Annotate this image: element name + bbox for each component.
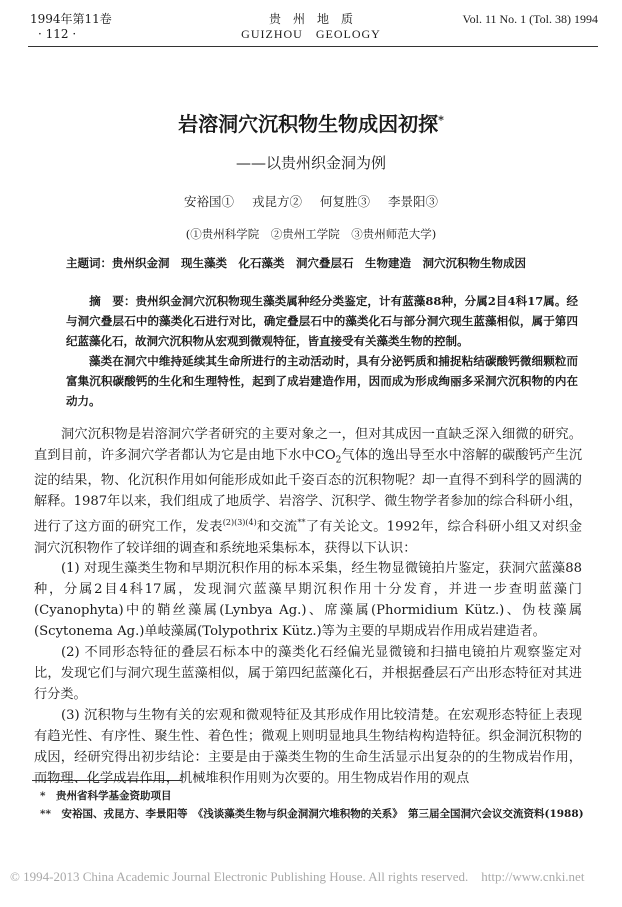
header-journal-cn: 贵 州 地 质 [268,12,353,26]
keywords-label: 主题词： [66,256,112,270]
header-page-number: · 112 · [38,27,77,41]
citation-ref: (2)(3)(4) [222,518,257,528]
author: 何复胜③ [319,194,370,209]
footnote-text: 安裕国、戎昆方、李景阳等 《浅谈藻类生物与织金洞洞穴堆积物的关系》 第三届全国洞穴会议交流资料(1988) [61,808,584,820]
body-text: 和交流 [256,519,298,535]
body-paragraph: (1) 对现生藻类生物和早期沉积作用的标本采集，经生物显微镜拍片鉴定，获洞穴蓝藻88种，分属2目4科17属，发现洞穴蓝藻早期沉积作用十分发育，并进一步查明蓝藻门(Cyanophyta)中的鞘丝藻属(Lynbya Ag.)、席藻属(Phormidium Kütz.)、伪枝藻属(Scytonema Ag.)单岐藻属(Tolypothrix Kütz.)等为主要的早期成岩作用成岩建造者。 [34,561,582,640]
keywords-text: 贵州织金洞 现生藻类 化石藻类 洞穴叠层石 生物建造 洞穴沉积物生物成因 [112,256,526,270]
title-footnote-mark: * [438,113,444,127]
body-paragraph [34,425,582,559]
footnote-mark: * [40,790,46,802]
abstract-label: 摘 要： [89,294,136,308]
header-journal-en: GUIZHOU GEOLOGY [241,27,381,41]
footnote-ref: ** [297,518,306,528]
footnote-mark: ** [40,808,51,820]
body-paragraph: (3) 沉积物与生物有关的宏观和微观特征及其形成作用比较清楚。在宏观形态特征上表现有趋光性、有序性、聚生性、着色性；微观上则明显地具生物结构构造特征。织金洞沉积物的成因，经研究得出初步结论：主要是由于藻类生物的生命生活显示出复杂的的生物成岩作用，而物理、化学成岩作用，机械堆积作用则为次要的。用生物成岩作用的观点 [34,707,582,786]
body-text: 气体的逸出导至水中溶解的碳酸钙产生沉淀的结果，物、化沉积作用如何能形成如此千姿百态的沉积物呢？却一直得不到科学的圆满的解释。1987年以来，我们组成了地质学、岩溶学、沉积学、微生物学者参加的综合科研小组，进行了这方面的研究工作，发表 [34,447,583,535]
abstract-paragraph [66,291,578,351]
author: 李景阳③ [387,194,438,209]
header-divider [28,46,598,47]
abstract [66,291,578,411]
header-year-volume: 1994年第11卷 [30,12,112,26]
header-volume-en: Vol. 11 No. 1 (Tol. 38) 1994 [462,12,598,26]
subscript: 2 [335,455,342,466]
author: 安裕国① [183,194,234,209]
keywords [66,254,578,273]
author: 戎昆方② [251,194,302,209]
footnote [40,806,588,822]
affiliations: (①贵州科学院 ②贵州工学院 ③贵州师范大学) [185,227,437,241]
article-body [34,425,582,789]
abstract-paragraph: 藻类在洞穴中维持延续其生命所进行的主动活动时，具有分泌钙质和捕捉粘结碳酸钙微细颗粒而富集沉积碳酸钙的生化和生理特性，起到了成岩建造作用，因而成为形成绚丽多采洞穴沉积物的内在动力。 [66,354,578,408]
footnote-text: 贵州省科学基金资助项目 [56,790,172,802]
footnote-divider [32,780,182,781]
article-title [0,108,622,137]
article-title-text: 岩溶洞穴沉积物生物成因初探 [178,112,439,136]
body-text: 洞穴沉积物是岩溶洞穴学者研究的主要对象之一，但对其成因一直缺乏深入细微的研究。直到目前，许多洞穴学者都认为它是由地下水中CO [34,427,582,463]
abstract-text: 贵州织金洞穴沉积物现生藻类属种经分类鉴定，计有蓝藻88种，分属2目4科17属。经与洞穴叠层石中的藻类化石进行对比，确定叠层石中的藻类化石与部分洞穴现生蓝藻相似，属于第四纪蓝藻化石，故洞穴沉积物从宏观到微观特征，皆直接受有关藻类生物的控制。 [66,294,578,348]
body-text: 了有关论文。1992年，综合科研小组又对织金洞穴沉积物作了较详细的调查和系统地采集标本，获得以下认识： [34,519,583,556]
article-subtitle: ——以贵州织金洞为例 [235,154,386,172]
footnote [40,788,588,804]
author-list [0,192,622,210]
copyright-watermark: © 1994-2013 China Academic Journal Electronic Publishing House. All rights reserved. http://www.cnki.net [10,869,585,884]
body-paragraph: (2) 不同形态特征的叠层石标本中的藻类化石经偏光显微镜和扫描电镜拍片观察鉴定对比，发现它们与洞穴现生蓝藻相似，属于第四纪蓝藻化石，并根据叠层石产出形态特征对其进行分类。 [34,645,582,702]
